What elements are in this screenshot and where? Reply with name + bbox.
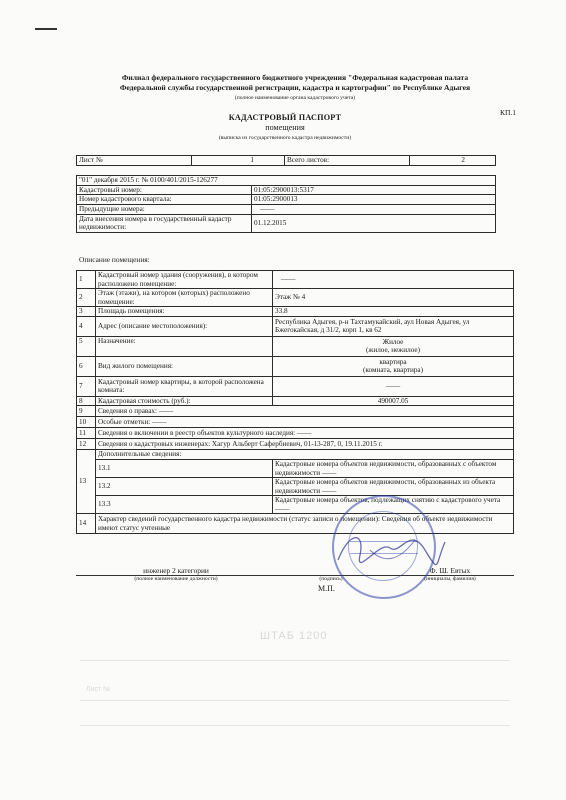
row-value: 490007.05 (273, 396, 514, 406)
row-value-cell (273, 336, 514, 356)
table-row (77, 356, 514, 376)
table-row (77, 316, 514, 336)
info-value: 01:05:2900013 (252, 195, 496, 205)
subrow-text: Кадастровые номера объектов недвижимости, образованных из объекта недвижимости —— (273, 478, 514, 496)
signature-caption: (подпись) (319, 576, 343, 582)
bleed-through-line (80, 660, 510, 661)
row-number: 12 (77, 439, 96, 450)
sheet-label: Лист № (77, 156, 192, 166)
row-number: 8 (77, 396, 96, 406)
row-label: Кадастровая стоимость (руб.): (96, 396, 273, 406)
table-row (77, 336, 514, 356)
subrow-text: Кадастровые номера объектов, подлежащих снятию с кадастрового учета —— (273, 496, 514, 514)
org-caption: (полное наименование органа кадастрового учета) (234, 95, 356, 101)
row-number: 7 (77, 376, 96, 396)
row-label: Адрес (описание местоположения): (96, 316, 273, 336)
info-label: Дата внесения номера в государственный кадастр недвижимости: (77, 214, 252, 232)
signer-position: инженер 2 категории (143, 566, 209, 575)
table-row (77, 496, 514, 514)
org-line-1: Филиал федерального государственного бюджетного учреждения "Федеральная кадастровая палата (121, 73, 469, 82)
title-caption: (выписка из государственного кадастра недвижимости) (218, 135, 352, 141)
form-code: КП.1 (500, 108, 517, 117)
info-label: Номер кадастрового квартала: (77, 195, 252, 205)
description-label: Описание помещения: (79, 255, 150, 264)
premises-description-table (76, 270, 514, 534)
registration-info-table (76, 175, 496, 233)
handwritten-signature (330, 520, 450, 580)
row-label: Назначение: (96, 336, 273, 356)
name-caption: (инициалы, фамилия) (424, 576, 476, 582)
row-value-caption: (жилое, нежилое) (366, 346, 420, 354)
subrow-text: Кадастровые номера объектов недвижимости, образованных с объектом недвижимости —— (273, 460, 514, 478)
row-number: 2 (77, 289, 96, 307)
sheet-table (76, 155, 496, 166)
row-label: Этаж (этажи), на котором (которых) расположено помещение: (96, 289, 273, 307)
row-text: Особые отметки: —— (96, 417, 514, 428)
row-label: Площадь помещения: (96, 307, 273, 317)
row-text: Характер сведений государственного кадастра недвижимости (статус записи о помещении): Сведения об объекте недвижимости имеют статус учтенные (96, 514, 514, 534)
row-value: —— (273, 271, 514, 289)
total-sheets-number: 2 (410, 156, 496, 166)
subrow-number: 13.2 (96, 478, 273, 496)
info-value: —— (252, 204, 496, 214)
row-number: 9 (77, 406, 96, 417)
table-row (77, 307, 514, 317)
row-value: Этаж № 4 (273, 289, 514, 307)
table-row (77, 428, 514, 439)
total-sheets-label: Всего листов: (285, 156, 410, 166)
signer-name: Ф. Ш. Евтых (429, 566, 471, 575)
row-number: 4 (77, 316, 96, 336)
bleed-through-stamp: ШТАБ 1200 (260, 630, 328, 642)
row-number: 13 (77, 450, 96, 514)
row-value-caption: (комната, квартира) (362, 366, 424, 374)
date-number: "01" декабря 2015 г. № 0100/401/2015-126277 (77, 176, 496, 186)
row-value: 33.8 (273, 307, 514, 317)
row-text: Сведения о включении в реестр объектов культурного наследия: —— (96, 428, 514, 439)
row-number: 6 (77, 356, 96, 376)
info-value: 01.12.2015 (252, 214, 496, 232)
row-text: Сведения о кадастровых инженерах: Хагур Альберт Сафербиевич, 01-13-287, 0, 19.11.2015 г. (96, 439, 514, 450)
row-label: Вид жилого помещения: (96, 356, 273, 376)
bleed-through-text: Лист № (86, 686, 111, 693)
title-main: КАДАСТРОВЫЙ ПАСПОРТ (228, 113, 342, 122)
table-row (77, 376, 514, 396)
row-text: Сведения о правах: —— (96, 406, 514, 417)
organization-header (60, 73, 530, 103)
subrow-number: 13.3 (96, 496, 273, 514)
table-row (77, 460, 514, 478)
table-row (77, 450, 514, 460)
row-label: Кадастровый номер квартиры, в которой расположена комната: (96, 376, 273, 396)
org-line-2: Федеральной службы государственной регистрации, кадастра и картографии" по Республике Адыгея (119, 83, 471, 92)
row-value-cell (273, 356, 514, 376)
row-number: 5 (77, 336, 96, 356)
info-label: Кадастровый номер: (77, 185, 252, 195)
table-row (77, 406, 514, 417)
row-text: Дополнительные сведения: (96, 450, 514, 460)
corner-mark (35, 28, 57, 30)
title-object: помещения (265, 123, 305, 132)
table-row (77, 396, 514, 406)
table-row (77, 271, 514, 289)
table-row (77, 439, 514, 450)
info-value: 01:05:2900013:5317 (252, 185, 496, 195)
row-number: 3 (77, 307, 96, 317)
row-value: квартира (379, 357, 407, 366)
row-number: 14 (77, 514, 96, 534)
table-row (77, 478, 514, 496)
row-number: 1 (77, 271, 96, 289)
row-value: Республика Адыгея, р-н Тахтамукайский, аул Новая Адыгея, ул Бжегокайская, д 31/2, корп 1, кв 62 (273, 316, 514, 336)
position-caption: (полное наименование должности) (134, 576, 218, 582)
row-value: —— (273, 376, 514, 396)
seal-place-label: М.П. (318, 584, 335, 593)
table-row (77, 289, 514, 307)
row-label: Кадастровый номер здания (сооружения), в котором расположено помещение: (96, 271, 273, 289)
table-row (77, 417, 514, 428)
bleed-through-line (80, 725, 510, 726)
row-number: 10 (77, 417, 96, 428)
row-number: 11 (77, 428, 96, 439)
info-label: Предыдущие номера: (77, 204, 252, 214)
subrow-number: 13.1 (96, 460, 273, 478)
bleed-through-line (80, 700, 510, 701)
document-title (120, 113, 450, 143)
sheet-number: 1 (192, 156, 285, 166)
row-value: Жилое (382, 337, 404, 346)
